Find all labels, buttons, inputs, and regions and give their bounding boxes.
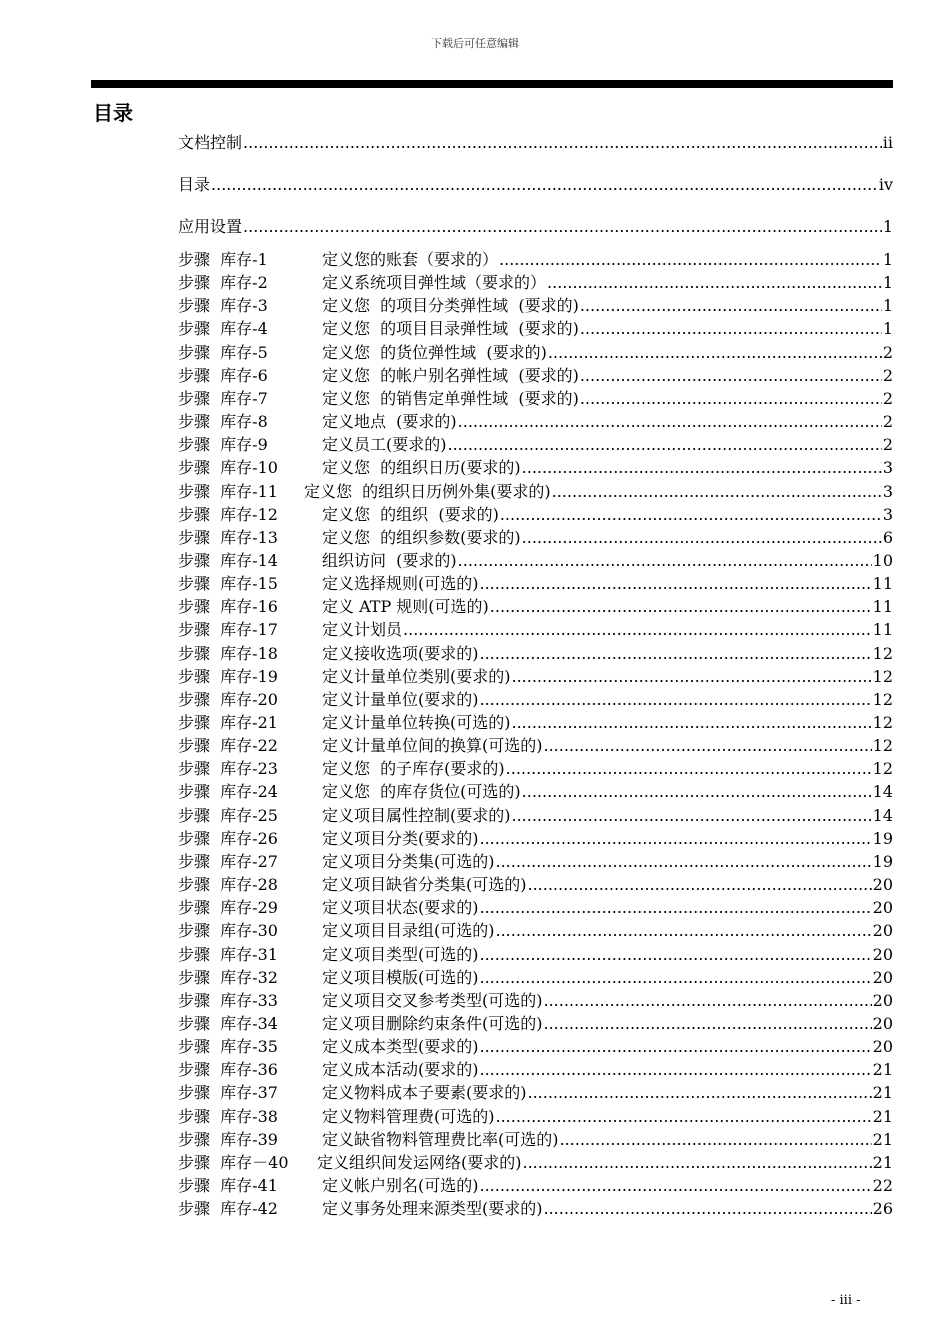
toc-step-entry[interactable] <box>178 1198 893 1220</box>
toc-step-number: 步骤 库存-29 <box>178 898 278 918</box>
toc-step-page: 12 <box>872 736 893 756</box>
toc-step-number: 步骤 库存-11 <box>178 481 278 501</box>
toc-step-page: 20 <box>872 944 893 964</box>
toc-step-number: 步骤 库存-20 <box>178 689 278 709</box>
toc-step-label: 定义项目删除约束条件(可选的) <box>322 1013 543 1033</box>
toc-step-number: 步骤 库存-38 <box>178 1106 278 1126</box>
toc-step-page: 14 <box>872 782 893 802</box>
toc-step-page: 21 <box>872 1129 893 1149</box>
toc-step-label: 定义计量单位(要求的) <box>322 689 479 709</box>
toc-step-label: 组织访问 (要求的) <box>322 550 457 570</box>
toc-step-page: 20 <box>872 967 893 987</box>
toc-step-label: 定义计量单位间的换算(可选的) <box>322 736 543 756</box>
toc-step-entry[interactable] <box>178 967 893 989</box>
toc-step-page: 3 <box>882 504 893 524</box>
toc-step-label: 定义您 的帐户别名弹性域 (要求的) <box>322 365 579 385</box>
header-rule <box>91 80 893 88</box>
toc-step-number: 步骤 库存-23 <box>178 759 278 779</box>
dot-leader <box>403 619 872 641</box>
toc-step-entry[interactable] <box>178 851 893 873</box>
toc-step-entry[interactable] <box>178 295 893 317</box>
toc-step-page: 2 <box>882 435 893 455</box>
toc-step-entry[interactable] <box>178 944 893 966</box>
toc-step-entry[interactable] <box>178 365 893 387</box>
dot-leader <box>580 295 882 317</box>
toc-entry-page: iv <box>878 175 893 194</box>
dot-leader <box>480 944 872 966</box>
toc-step-label: 定义您 的组织日历(要求的) <box>322 458 521 478</box>
dot-leader <box>480 828 872 850</box>
dot-leader <box>496 920 872 942</box>
toc-step-label: 定义 ATP 规则(可选的) <box>322 597 489 617</box>
toc-entry-label: 应用设置 <box>178 217 243 236</box>
toc-step-entry[interactable] <box>178 527 893 549</box>
toc-step-page: 6 <box>882 527 893 547</box>
dot-leader <box>490 596 872 618</box>
toc-step-page: 2 <box>882 365 893 385</box>
toc-step-page: 20 <box>872 875 893 895</box>
toc-step-entry[interactable] <box>178 643 893 665</box>
toc-step-entry[interactable] <box>178 666 893 688</box>
toc-step-page: 1 <box>882 250 893 269</box>
toc-step-number: 步骤 库存-22 <box>178 736 278 756</box>
toc-step-page: 1 <box>882 319 893 339</box>
dot-leader <box>528 1082 872 1104</box>
dot-leader <box>580 318 882 340</box>
toc-step-page: 21 <box>872 1060 893 1080</box>
toc-step-page: 20 <box>872 990 893 1010</box>
toc-step-label: 定义组织间发运网络(要求的) <box>317 1152 522 1172</box>
toc-step-number: 步骤 库存-4 <box>178 319 268 339</box>
toc-step-page: 21 <box>872 1106 893 1126</box>
toc-step-entry[interactable] <box>178 249 893 271</box>
toc-entry-label: 目录 <box>178 175 211 194</box>
toc-step-entry[interactable] <box>178 1175 893 1197</box>
toc-step-page: 20 <box>872 898 893 918</box>
toc-step-page: 21 <box>872 1083 893 1103</box>
toc-step-page: 3 <box>882 481 893 501</box>
dot-leader <box>480 967 872 989</box>
dot-leader <box>522 781 872 803</box>
toc-step-page: 12 <box>872 713 893 732</box>
toc-step-number: 步骤 库存-37 <box>178 1083 278 1103</box>
dot-leader <box>496 1106 872 1128</box>
toc-step-label: 定义员工(要求的) <box>322 435 447 455</box>
dot-leader <box>506 758 872 780</box>
toc-step-label: 定义项目分类(要求的) <box>322 828 479 848</box>
toc-step-number: 步骤 库存-31 <box>178 944 278 964</box>
toc-entry[interactable] <box>178 132 893 154</box>
toc-step-number: 步骤 库存-30 <box>178 921 278 941</box>
toc-step-entry[interactable] <box>178 1129 893 1151</box>
dot-leader <box>512 805 872 827</box>
toc-step-label: 定义地点 (要求的) <box>322 412 457 432</box>
dot-leader <box>480 1175 872 1197</box>
toc-step-entry[interactable] <box>178 874 893 896</box>
toc-step-number: 步骤 库存-8 <box>178 412 268 432</box>
dot-leader <box>480 1036 872 1058</box>
toc-step-entry[interactable] <box>178 1059 893 1081</box>
toc-step-number: 步骤 库存-28 <box>178 875 278 895</box>
toc-step-label: 定义帐户别名(可选的) <box>322 1176 479 1195</box>
dot-leader <box>522 457 882 479</box>
toc-step-number: 步骤 库存-6 <box>178 365 268 385</box>
toc-step-entry[interactable] <box>178 805 893 827</box>
toc-entry-label: 文档控制 <box>178 133 243 152</box>
toc-step-entry[interactable] <box>178 1013 893 1035</box>
toc-step-entry[interactable] <box>178 1152 893 1174</box>
toc-step-number: 步骤 库存-41 <box>178 1176 278 1195</box>
toc-step-label: 定义成本类型(要求的) <box>322 1037 479 1057</box>
toc-step-number: 步骤 库存-16 <box>178 597 278 617</box>
toc-step-label: 定义事务处理来源类型(要求的) <box>322 1199 543 1219</box>
toc-step-number: 步骤 库存-36 <box>178 1060 278 1080</box>
toc-step-label: 定义成本活动(要求的) <box>322 1060 479 1080</box>
toc-step-entry[interactable] <box>178 272 893 294</box>
dot-leader <box>448 434 882 456</box>
toc-step-label: 定义项目交叉参考类型(可选的) <box>322 990 543 1010</box>
toc-step-page: 11 <box>872 597 893 617</box>
dot-leader <box>499 249 882 271</box>
toc-step-number: 步骤 库存－40 <box>178 1152 289 1172</box>
toc-step-entry[interactable] <box>178 920 893 942</box>
dot-leader <box>458 411 882 433</box>
toc-step-page: 10 <box>872 550 893 570</box>
toc-step-entry[interactable] <box>178 573 893 595</box>
toc-step-label: 定义项目属性控制(要求的) <box>322 805 511 825</box>
dot-leader <box>523 1152 872 1174</box>
toc-step-page: 22 <box>872 1176 893 1195</box>
toc-step-label: 定义计量单位转换(可选的) <box>322 713 511 732</box>
toc-step-page: 12 <box>872 759 893 779</box>
toc-step-page: 26 <box>872 1199 893 1219</box>
toc-step-page: 1 <box>882 296 893 316</box>
toc-step-number: 步骤 库存-13 <box>178 527 278 547</box>
toc-step-label: 定义接收选项(要求的) <box>322 643 479 663</box>
toc-step-label: 定义计量单位类别(要求的) <box>322 666 511 686</box>
toc-step-entry[interactable] <box>178 1036 893 1058</box>
dot-leader <box>544 735 872 757</box>
dot-leader <box>544 990 872 1012</box>
toc-step-number: 步骤 库存-17 <box>178 620 278 640</box>
toc-step-page: 2 <box>882 388 893 408</box>
dot-leader <box>480 689 872 711</box>
toc-step-page: 21 <box>872 1152 893 1172</box>
toc-step-entry[interactable] <box>178 828 893 850</box>
toc-step-page: 3 <box>882 458 893 478</box>
toc-step-label: 定义项目缺省分类集(可选的) <box>322 875 527 895</box>
toc-step-page: 20 <box>872 1037 893 1057</box>
toc-step-number: 步骤 库存-26 <box>178 828 278 848</box>
dot-leader <box>480 1059 872 1081</box>
toc-step-number: 步骤 库存-10 <box>178 458 278 478</box>
dot-leader <box>243 216 882 238</box>
toc-step-entry[interactable] <box>178 1082 893 1104</box>
toc-step-number: 步骤 库存-39 <box>178 1129 278 1149</box>
toc-step-number: 步骤 库存-21 <box>178 713 278 732</box>
toc-step-entry[interactable] <box>178 619 893 641</box>
toc-step-label: 定义您 的项目目录弹性域 (要求的) <box>322 319 579 339</box>
toc-step-page: 12 <box>872 643 893 663</box>
toc-step-page: 2 <box>882 412 893 432</box>
toc-step-label: 定义您 的组织参数(要求的) <box>322 527 521 547</box>
toc-step-entry[interactable] <box>178 388 893 410</box>
toc-step-number: 步骤 库存-42 <box>178 1199 278 1219</box>
toc-step-number: 步骤 库存-3 <box>178 296 268 316</box>
toc-step-label: 定义系统项目弹性域（要求的） <box>322 273 547 293</box>
toc-step-number: 步骤 库存-5 <box>178 342 268 362</box>
toc-step-entry[interactable] <box>178 481 893 503</box>
toc-step-label: 定义物料成本子要素(要求的) <box>322 1083 527 1103</box>
toc-step-number: 步骤 库存-7 <box>178 388 268 408</box>
toc-step-label: 定义您 的库存货位(可选的) <box>322 782 521 802</box>
toc-step-entry[interactable] <box>178 735 893 757</box>
toc-title: 目录 <box>93 101 133 125</box>
toc-step-entry[interactable] <box>178 990 893 1012</box>
toc-step-entry[interactable] <box>178 712 893 734</box>
toc-step-entry[interactable] <box>178 758 893 780</box>
toc-step-number: 步骤 库存-1 <box>178 250 268 269</box>
toc-step-page: 11 <box>872 620 893 640</box>
toc-step-number: 步骤 库存-19 <box>178 666 278 686</box>
dot-leader <box>480 573 872 595</box>
toc-entry[interactable] <box>178 174 893 196</box>
dot-leader <box>480 897 872 919</box>
toc-step-label: 定义您 的子库存(要求的) <box>322 759 505 779</box>
dot-leader <box>544 1013 872 1035</box>
toc-step-entry[interactable] <box>178 411 893 433</box>
toc-step-entry[interactable] <box>178 504 893 526</box>
dot-leader <box>552 481 882 503</box>
toc-step-number: 步骤 库存-25 <box>178 805 278 825</box>
toc-step-label: 定义项目模版(可选的) <box>322 967 479 987</box>
toc-step-page: 20 <box>872 921 893 941</box>
dot-leader <box>243 132 882 154</box>
toc-step-number: 步骤 库存-33 <box>178 990 278 1010</box>
toc-step-number: 步骤 库存-9 <box>178 435 268 455</box>
toc-step-label: 定义您 的组织 (要求的) <box>322 504 499 524</box>
toc-step-page: 12 <box>872 666 893 686</box>
toc-step-label: 定义计划员 <box>322 620 403 640</box>
dot-leader <box>512 666 872 688</box>
toc-step-page: 19 <box>872 851 893 871</box>
toc-step-page: 20 <box>872 1013 893 1033</box>
toc-step-number: 步骤 库存-27 <box>178 851 278 871</box>
dot-leader <box>548 342 882 364</box>
dot-leader <box>512 712 872 734</box>
toc-step-page: 12 <box>872 689 893 709</box>
dot-leader <box>528 874 872 896</box>
toc-entry-page: 1 <box>882 217 893 236</box>
toc-step-label: 定义您的账套（要求的） <box>322 250 499 269</box>
dot-leader <box>544 1198 872 1220</box>
toc-step-number: 步骤 库存-12 <box>178 504 278 524</box>
dot-leader <box>458 550 872 572</box>
toc-step-label: 定义选择规则(可选的) <box>322 574 479 594</box>
toc-step-number: 步骤 库存-24 <box>178 782 278 802</box>
toc-step-label: 定义项目分类集(可选的) <box>322 851 495 871</box>
dot-leader <box>580 365 882 387</box>
toc-step-label: 定义您 的货位弹性域 (要求的) <box>322 342 547 362</box>
toc-step-entry[interactable] <box>178 689 893 711</box>
toc-step-entry[interactable] <box>178 434 893 456</box>
toc-step-entry[interactable] <box>178 897 893 919</box>
toc-step-page: 14 <box>872 805 893 825</box>
toc-step-number: 步骤 库存-15 <box>178 574 278 594</box>
toc-step-label: 定义您 的销售定单弹性域 (要求的) <box>322 388 579 408</box>
toc-step-entry[interactable] <box>178 342 893 364</box>
toc-step-entry[interactable] <box>178 457 893 479</box>
toc-step-entry[interactable] <box>178 1106 893 1128</box>
dot-leader <box>211 174 878 196</box>
toc-step-page: 1 <box>882 273 893 293</box>
toc-step-entry[interactable] <box>178 550 893 572</box>
page-number: - iii - <box>831 1293 861 1308</box>
toc-step-label: 定义项目类型(可选的) <box>322 944 479 964</box>
dot-leader <box>522 527 882 549</box>
toc-entry-page: ii <box>882 133 893 152</box>
toc-step-label: 定义项目状态(要求的) <box>322 898 479 918</box>
toc-step-number: 步骤 库存-34 <box>178 1013 278 1033</box>
toc-step-label: 定义物料管理费(可选的) <box>322 1106 495 1126</box>
dot-leader <box>580 388 882 410</box>
toc-step-number: 步骤 库存-35 <box>178 1037 278 1057</box>
dot-leader <box>560 1129 872 1151</box>
toc-step-label: 定义缺省物料管理费比率(可选的) <box>322 1129 559 1149</box>
toc-step-entry[interactable] <box>178 781 893 803</box>
toc-step-label: 定义您 的组织日历例外集(要求的) <box>304 481 551 501</box>
toc-step-number: 步骤 库存-2 <box>178 273 268 293</box>
dot-leader <box>500 504 882 526</box>
dot-leader <box>496 851 872 873</box>
toc-step-entry[interactable] <box>178 596 893 618</box>
toc-step-page: 19 <box>872 828 893 848</box>
toc-step-number: 步骤 库存-32 <box>178 967 278 987</box>
toc-step-entry[interactable] <box>178 318 893 340</box>
toc-entry[interactable] <box>178 216 893 238</box>
toc-step-page: 2 <box>882 342 893 362</box>
toc-step-label: 定义您 的项目分类弹性域 (要求的) <box>322 296 579 316</box>
dot-leader <box>480 643 872 665</box>
toc-step-number: 步骤 库存-18 <box>178 643 278 663</box>
toc-step-label: 定义项目目录组(可选的) <box>322 921 495 941</box>
dot-leader <box>547 272 882 294</box>
toc-step-page: 11 <box>872 574 893 594</box>
toc-step-number: 步骤 库存-14 <box>178 550 278 570</box>
page-header: 下载后可任意编辑 <box>431 37 519 50</box>
